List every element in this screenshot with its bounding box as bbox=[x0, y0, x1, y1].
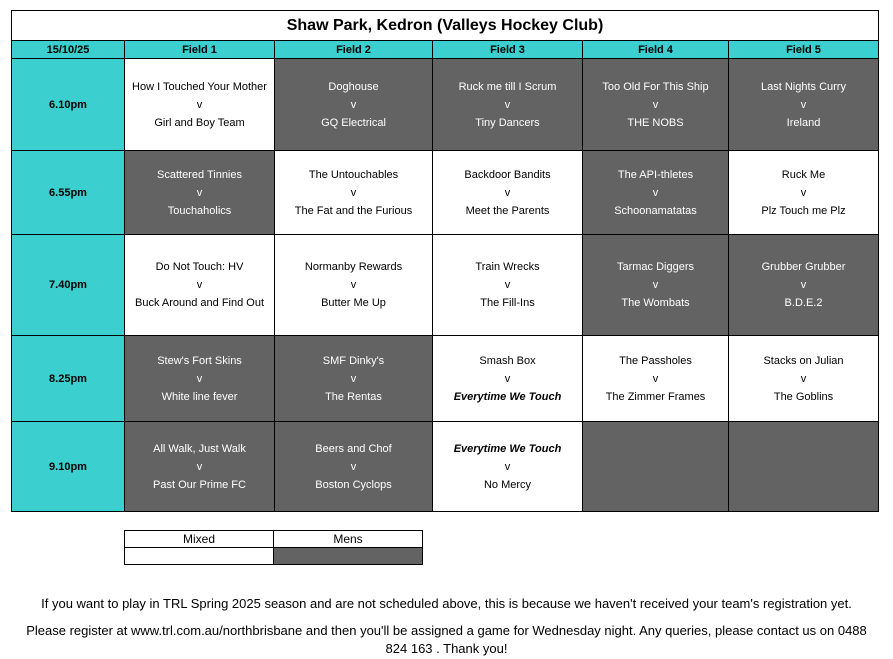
contact-note: Please register at www.trl.com.au/northbrisbane and then you'll be assigned a game for Wednesday night. Any queries, please contact us on 0488 824 163 . Thank you! bbox=[26, 623, 867, 656]
schedule-body bbox=[12, 59, 879, 512]
home-team: Do Not Touch: HV bbox=[155, 261, 244, 273]
home-team: Tarmac Diggers bbox=[616, 261, 695, 273]
home-team: How I Touched Your Mother bbox=[132, 80, 267, 93]
away-team: GQ Electrical bbox=[321, 116, 386, 129]
game-cell bbox=[433, 235, 583, 336]
home-team: Beers and Chof bbox=[315, 442, 392, 455]
away-team: Touchaholics bbox=[167, 204, 232, 217]
away-team: Butter Me Up bbox=[321, 297, 386, 309]
legend-mixed-label: Mixed bbox=[125, 531, 274, 548]
versus-label: v bbox=[350, 372, 357, 385]
schedule-table bbox=[11, 10, 879, 512]
game-cell bbox=[729, 151, 879, 235]
registration-note: If you want to play in TRL Spring 2025 season and are not scheduled above, this is because we haven't received your team's registration yet. bbox=[41, 596, 852, 611]
versus-label: v bbox=[800, 372, 807, 385]
home-team: Train Wrecks bbox=[475, 261, 540, 273]
away-team: Schoonamatatas bbox=[614, 204, 697, 217]
game-cell bbox=[583, 336, 729, 422]
game-cell bbox=[583, 59, 729, 151]
away-team: Buck Around and Find Out bbox=[134, 297, 265, 309]
home-team: Stacks on Julian bbox=[763, 354, 844, 367]
legend bbox=[124, 530, 423, 565]
away-team: The Fat and the Furious bbox=[294, 204, 413, 217]
away-team: Everytime We Touch bbox=[453, 390, 562, 403]
home-team: The Untouchables bbox=[308, 168, 399, 181]
versus-label: v bbox=[652, 186, 659, 199]
versus-label: v bbox=[800, 279, 807, 291]
game-cell bbox=[275, 59, 433, 151]
schedule-sheet bbox=[11, 10, 879, 512]
game-cell bbox=[275, 151, 433, 235]
header-row bbox=[12, 41, 879, 59]
game-cell bbox=[275, 422, 433, 512]
home-team: The API-thletes bbox=[617, 168, 694, 181]
game-cell bbox=[433, 151, 583, 235]
versus-label: v bbox=[196, 186, 203, 199]
field-header: Field 5 bbox=[729, 41, 879, 59]
home-team: All Walk, Just Walk bbox=[153, 442, 246, 455]
game-cell bbox=[275, 235, 433, 336]
away-team: Tiny Dancers bbox=[475, 116, 540, 129]
away-team: Past Our Prime FC bbox=[153, 478, 246, 491]
versus-label: v bbox=[652, 98, 659, 111]
page-title: Shaw Park, Kedron (Valleys Hockey Club) bbox=[12, 11, 879, 41]
versus-label: v bbox=[196, 279, 203, 291]
game-cell bbox=[583, 235, 729, 336]
home-team: Everytime We Touch bbox=[453, 442, 562, 455]
field-header: Field 1 bbox=[125, 41, 275, 59]
away-team: Ireland bbox=[786, 116, 821, 129]
game-cell bbox=[125, 336, 275, 422]
home-team: Ruck Me bbox=[781, 168, 826, 181]
game-cell bbox=[125, 235, 275, 336]
field-header: Field 4 bbox=[583, 41, 729, 59]
game-cell bbox=[125, 59, 275, 151]
away-team: No Mercy bbox=[483, 478, 532, 491]
game-cell bbox=[125, 151, 275, 235]
time-slot: 6.10pm bbox=[12, 59, 125, 151]
field-header: Field 2 bbox=[275, 41, 433, 59]
game-cell bbox=[275, 336, 433, 422]
away-team: The Rentas bbox=[325, 390, 382, 403]
game-cell bbox=[433, 336, 583, 422]
away-team: Plz Touch me Plz bbox=[761, 204, 846, 217]
time-slot: 9.10pm bbox=[12, 422, 125, 512]
home-team: Ruck me till I Scrum bbox=[458, 80, 557, 93]
versus-label: v bbox=[196, 98, 203, 111]
versus-label: v bbox=[196, 372, 203, 385]
empty-slot bbox=[583, 422, 729, 512]
versus-label: v bbox=[800, 98, 807, 111]
versus-label: v bbox=[504, 98, 511, 111]
schedule-row bbox=[12, 336, 879, 422]
away-team: B.D.E.2 bbox=[784, 297, 823, 309]
away-team: The Goblins bbox=[773, 390, 834, 403]
home-team: Grubber Grubber bbox=[761, 261, 846, 273]
versus-label: v bbox=[652, 279, 659, 291]
schedule-row bbox=[12, 59, 879, 151]
away-team: The Fill-Ins bbox=[480, 297, 535, 309]
versus-label: v bbox=[800, 186, 807, 199]
versus-label: v bbox=[350, 279, 357, 291]
date-header: 15/10/25 bbox=[12, 41, 125, 59]
legend-mixed-swatch bbox=[125, 548, 274, 565]
time-slot: 7.40pm bbox=[12, 235, 125, 336]
away-team: Girl and Boy Team bbox=[154, 116, 245, 129]
away-team: THE NOBS bbox=[627, 116, 684, 129]
home-team: Normanby Rewards bbox=[304, 261, 403, 273]
home-team: Doghouse bbox=[328, 80, 379, 93]
game-cell bbox=[433, 422, 583, 512]
home-team: Backdoor Bandits bbox=[464, 168, 551, 181]
away-team: Boston Cyclops bbox=[315, 478, 392, 491]
versus-label: v bbox=[504, 460, 511, 473]
home-team: Scattered Tinnies bbox=[157, 168, 242, 181]
home-team: Last Nights Curry bbox=[761, 80, 846, 93]
home-team: SMF Dinky's bbox=[322, 354, 385, 367]
game-cell bbox=[729, 336, 879, 422]
versus-label: v bbox=[350, 460, 357, 473]
time-slot: 6.55pm bbox=[12, 151, 125, 235]
away-team: The Wombats bbox=[621, 297, 690, 309]
away-team: Meet the Parents bbox=[465, 204, 550, 217]
game-cell bbox=[729, 59, 879, 151]
versus-label: v bbox=[504, 372, 511, 385]
versus-label: v bbox=[504, 279, 511, 291]
legend-mens-label: Mens bbox=[274, 531, 423, 548]
time-slot: 8.25pm bbox=[12, 336, 125, 422]
game-cell bbox=[433, 59, 583, 151]
away-team: The Zimmer Frames bbox=[605, 390, 706, 403]
versus-label: v bbox=[196, 460, 203, 473]
schedule-row bbox=[12, 422, 879, 512]
versus-label: v bbox=[350, 186, 357, 199]
away-team: White line fever bbox=[161, 390, 238, 403]
legend-mens-swatch bbox=[274, 548, 423, 565]
versus-label: v bbox=[504, 186, 511, 199]
home-team: The Passholes bbox=[619, 354, 692, 367]
home-team: Smash Box bbox=[479, 354, 536, 367]
field-header: Field 3 bbox=[433, 41, 583, 59]
game-cell bbox=[125, 422, 275, 512]
empty-slot bbox=[729, 422, 879, 512]
home-team: Too Old For This Ship bbox=[602, 80, 709, 93]
game-cell bbox=[583, 151, 729, 235]
versus-label: v bbox=[652, 372, 659, 385]
home-team: Stew's Fort Skins bbox=[157, 354, 242, 367]
schedule-row bbox=[12, 235, 879, 336]
game-cell bbox=[729, 235, 879, 336]
versus-label: v bbox=[350, 98, 357, 111]
schedule-row bbox=[12, 151, 879, 235]
